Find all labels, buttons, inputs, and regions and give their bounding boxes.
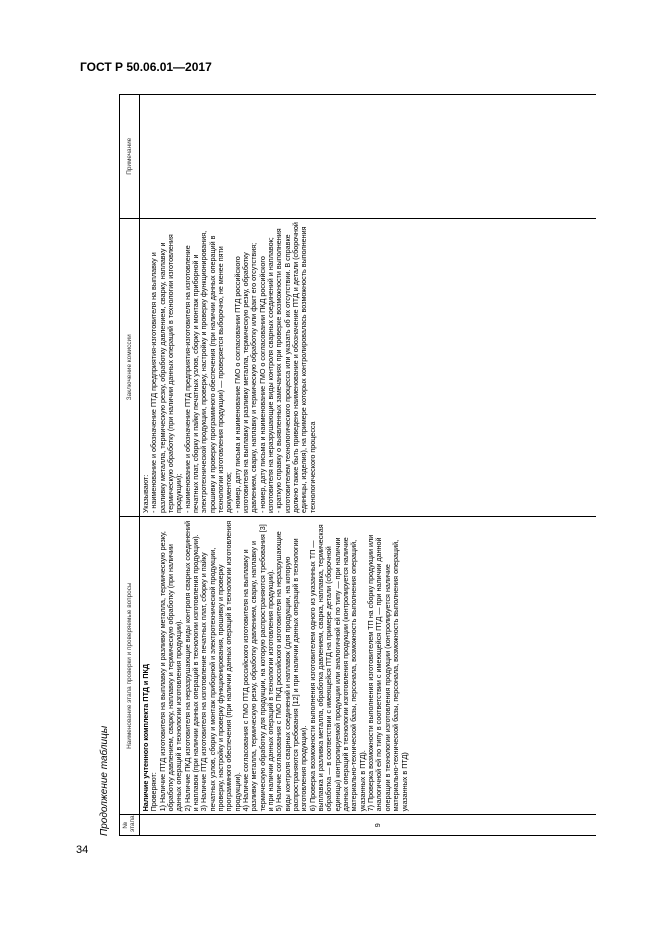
questions-cell [139, 516, 596, 814]
header-conclusion: Заключение комиссии [120, 218, 140, 516]
stage-title: Наличие учтенного комплекта ПТД и ПКД [140, 663, 150, 812]
question-line: 5) Наличие согласования с ГМО ПКД российского изготовителя на неразрушающие виды контроля сварных соединений и наплавок (для продукции, на которую распространяются требования [12] и при наличии данных операций в технологии изготовления продукции). [274, 531, 309, 812]
question-line: 3) Наличие ПТД изготовителя на изготовление печатных плат, сборку и пайку печатных узлов, сборку и монтаж приборной и электротехнической продукции, проверку, настройку и проверку функционирования, прошивку и проверку программного обеспечения (при наличии данных операций в технологии изготовления продукции). [199, 520, 242, 812]
document-header: ГОСТ Р 50.06.01—2017 [80, 60, 212, 74]
inspection-table [119, 94, 596, 836]
question-line: 7) Проверка возможности выполнения изготовителем ТП на сборку продукции или аналогичной ей по типу в соответствии с имеющейся ПТД — при наличии данной операции в технологии изготовления продукции (контролируется наличие материально-технической базы, персонала, возможность выполнения операций, указанных в ПТД) [366, 534, 409, 812]
question-line: Проверяют: [149, 772, 159, 812]
conclusion-line: - наименование и обозначение ПТД предприятия-изготовителя на выплавку и разливку металла, термическую резку, обработку давлением, сварку, наплавку и термическую обработку (при наличии данных операций в технологии изготовления продукции); [149, 234, 184, 513]
conclusion-line: - номер, дату письма и наименование ГМО о согласовании ПТД российского изготовителя на выплавку и разливку металла, термическую резку, обработку давлением, сварку, наплавку и термическую обработку или факт его отсутствия; [232, 242, 259, 513]
table-header-row [120, 95, 140, 836]
rotated-table-area [99, 94, 596, 836]
conclusion-cell [139, 218, 596, 516]
stage-number: 9 [139, 815, 596, 836]
rotated-page [99, 94, 596, 836]
conclusion-line: - краткую справку о выявленных замечаниях при проверке возможности выполнения изготовителем технологического процесса или указать об их отсутствии. В справке должно также быть приведено наименование и обозначение ПТД и детали (сборочной единицы, изделия), на примере которых контролировалась возможность выполнения технологического процесса [274, 222, 317, 513]
table-row [139, 95, 596, 836]
page-number: 34 [76, 844, 89, 856]
question-line: 1) Наличие ПТД изготовителя на выплавку и разливку металла, термическую резку, обработку давлением, сварку, наплавку и термическую обработку (при наличии данных операций в технологии изготовления продукции). [157, 531, 184, 812]
question-line: 4) Наличие согласования с ГМО ПТД российского изготовителя на выплавку и разливку металла, термическую резку, обработку давлением, сварку, наплавку и термическую обработку для продукции, на которую распространяются требования [3] и при наличии данных операций в технологии изготовления продукции). [240, 524, 275, 812]
note-cell [139, 95, 596, 219]
conclusion-line: - наименование и обозначение ПТД предприятия-изготовителя на изготовление печатных плат, сборку и пайку печатных узлов, сборку и монтаж приборной и электротехнической продукции, проверку, настройку и проверку функционирования, прошивку и проверку программного обеспечения (при наличии данных операций в технологии изготовления продукции) — проверяется выборочно, не менее пяти документов; [182, 230, 234, 513]
question-line: 6) Проверка возможности выполнения изготовителем одного из указанных ТП — выплавка и разливка металла, обработка давлением, сварка, наплавка, термическая обработка — в соответствии с имеющейся ПТД на примере детали (сборочной единицы) контролируемой продукции или аналогичной ей по типу — при наличии данных операций в технологии изготовления продукции (контролируется наличие материально-технической базы, персонала, возможность выполнения операций, указанных в ПТД). [307, 524, 367, 812]
question-line: 2) Наличие ПКД изготовителя на неразрушающие виды контроля сварных соединений и наплавок (при наличии данных операций в технологии изготовления продукции). [182, 520, 200, 812]
header-stage: № этапа [120, 815, 140, 836]
header-questions: Наименование этапа проверки и проверяемые вопросы [120, 516, 140, 814]
header-note: Примечание [120, 95, 140, 219]
conclusion-line: - номер, дату письма и наименование ГМО о согласовании ПКД российского изготовителя на неразрушающие виды контроля сварных соединений и наплавок; [257, 237, 275, 513]
table-continuation-caption: Продолжение таблицы [99, 725, 110, 836]
conclusion-line: Указывают: [140, 474, 150, 513]
